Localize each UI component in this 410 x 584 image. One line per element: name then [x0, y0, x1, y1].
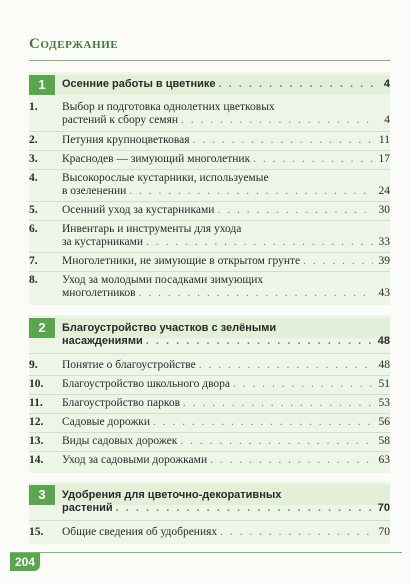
- item-title-line: Виды садовых дорожек: [62, 435, 178, 447]
- leader-dots: [303, 255, 373, 268]
- section-1-page: 4: [383, 78, 390, 90]
- leader-dots: [116, 502, 373, 515]
- row-separator: [29, 252, 390, 253]
- item-number: 15.: [29, 526, 44, 538]
- item-page: 17: [378, 153, 390, 165]
- item-title-line: Благоустройство парков: [62, 397, 181, 409]
- item-page: 56: [378, 416, 390, 428]
- item-title-line: Садовые дорожки: [62, 416, 151, 428]
- row-separator: [29, 353, 390, 354]
- leader-dots: [180, 435, 373, 448]
- leader-dots: [253, 153, 373, 166]
- item-number: 6.: [29, 223, 38, 235]
- item-page: 24: [378, 185, 390, 197]
- row-separator: [29, 131, 390, 132]
- item-title-line: растений к сбору семян: [62, 114, 179, 126]
- leader-dots: [146, 236, 373, 249]
- item-title-line: Уход за садовыми дорожками: [62, 454, 208, 466]
- item-number: 12.: [29, 416, 44, 428]
- row-separator: [29, 432, 390, 433]
- item-title-line: Инвентарь и инструменты для ухода: [62, 223, 242, 235]
- row-separator: [29, 150, 390, 151]
- item-title-line: Многолетники, не зимующие в открытом грунте: [62, 255, 301, 267]
- item-number: 1.: [29, 101, 38, 113]
- item-number: 7.: [29, 255, 38, 267]
- item-number: 5.: [29, 204, 38, 216]
- section-2-page: 48: [377, 335, 390, 347]
- title-rule: [29, 60, 390, 61]
- item-page: 53: [378, 397, 390, 409]
- item-number: 8.: [29, 274, 38, 286]
- leader-dots: [146, 335, 373, 348]
- item-title-line: Выбор и подготовка однолетних цветковых: [62, 101, 275, 113]
- item-number: 2.: [29, 134, 38, 146]
- leader-dots: [181, 114, 373, 127]
- leader-dots: [210, 454, 373, 467]
- item-number: 11.: [29, 397, 43, 409]
- item-page: 39: [378, 255, 390, 267]
- leader-dots: [153, 416, 373, 429]
- item-title-line: в озеленении: [62, 185, 127, 197]
- item-number: 14.: [29, 454, 44, 466]
- leader-dots: [193, 134, 373, 147]
- leader-dots: [199, 359, 373, 372]
- item-page: 63: [378, 454, 390, 466]
- section-2-title-line: насаждениями: [62, 335, 143, 347]
- item-title-line: Уход за молодыми посадками зимующих: [62, 274, 264, 286]
- leader-dots: [233, 378, 373, 391]
- row-separator: [29, 201, 390, 202]
- item-title-line: Краснодев — зимующий многолетник: [62, 153, 251, 165]
- item-page: 51: [378, 378, 390, 390]
- leader-dots: [220, 526, 373, 539]
- item-title-line: Петуния крупноцветковая: [62, 134, 190, 146]
- row-separator: [29, 169, 390, 170]
- section-2-title-line: Благоустройство участков с зелёными: [62, 322, 277, 334]
- item-number: 3.: [29, 153, 38, 165]
- leader-dots: [217, 204, 373, 217]
- row-separator: [29, 451, 390, 452]
- leader-dots: [183, 397, 373, 410]
- leader-dots: [129, 185, 373, 198]
- item-title-line: Общие сведения об удобрениях: [62, 526, 218, 538]
- footer-rule: [10, 552, 402, 553]
- row-separator: [29, 220, 390, 221]
- section-1-title: Осенние работы в цветнике: [62, 78, 216, 90]
- item-page: 43: [378, 287, 390, 299]
- section-3-title-line: растений: [62, 502, 113, 514]
- item-page: 58: [378, 435, 390, 447]
- section-3-title-line: Удобрения для цветочно-декоративных: [62, 489, 282, 501]
- toc-title: Содержание: [29, 36, 119, 52]
- row-separator: [29, 271, 390, 272]
- item-title-line: многолетников: [62, 287, 136, 299]
- row-separator: [29, 394, 390, 395]
- item-title-line: Осенний уход за кустарниками: [62, 204, 215, 216]
- item-page: 33: [378, 236, 390, 248]
- leader-dots: [139, 287, 373, 300]
- item-title-line: Понятие о благоустройстве: [62, 359, 196, 371]
- page-number: 204: [10, 553, 40, 571]
- section-3-page: 70: [377, 502, 390, 514]
- item-number: 4.: [29, 172, 38, 184]
- item-page: 70: [378, 526, 390, 538]
- item-number: 13.: [29, 435, 44, 447]
- item-number: 9.: [29, 359, 38, 371]
- item-title-line: Высокорослые кустарники, используемые: [62, 172, 269, 184]
- row-separator: [29, 375, 390, 376]
- item-page: 4: [384, 114, 390, 126]
- item-page: 48: [378, 359, 390, 371]
- section-2-number: 2: [29, 318, 55, 338]
- item-page: 11: [378, 134, 390, 146]
- section-1-number: 1: [29, 75, 55, 95]
- section-3-number: 3: [29, 485, 55, 505]
- item-title-line: Благоустройство школьного двора: [62, 378, 231, 390]
- row-separator: [29, 520, 390, 521]
- item-title-line: за кустарниками: [62, 236, 144, 248]
- leader-dots: [219, 78, 373, 91]
- row-separator: [29, 413, 390, 414]
- item-page: 30: [378, 204, 390, 216]
- item-number: 10.: [29, 378, 44, 390]
